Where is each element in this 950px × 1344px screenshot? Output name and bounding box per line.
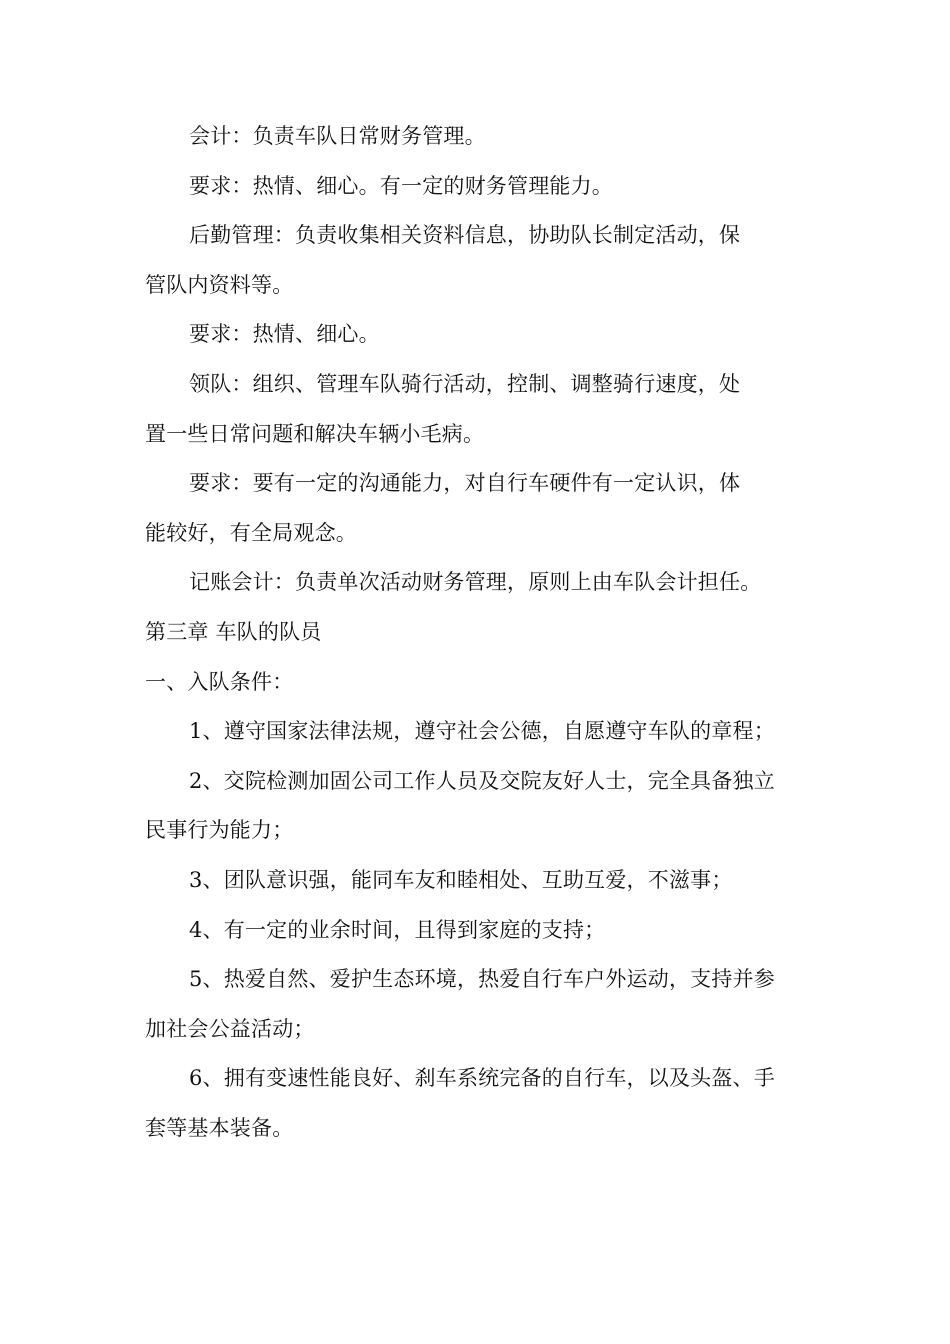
- list-item-line: 4、有一定的业余时间，且得到家庭的支持；: [189, 917, 606, 942]
- paragraph-line: 要求：热情、细心。有一定的财务管理能力。: [189, 173, 613, 198]
- paragraph-line: 置一些日常问题和解决车辆小毛病。: [145, 421, 485, 446]
- list-item-line: 民事行为能力；: [145, 818, 294, 843]
- chapter-heading: 第三章 车队的队员: [145, 619, 322, 644]
- paragraph-line: 后勤管理：负责收集相关资料信息，协助队长制定活动，保: [189, 223, 741, 248]
- paragraph-line: 领队：组织、管理车队骑行活动，控制、调整骑行速度，处: [189, 371, 741, 396]
- paragraph-line: 管队内资料等。: [145, 272, 294, 297]
- paragraph-line: 要求：热情、细心。: [189, 322, 380, 347]
- paragraph-line: 要求：要有一定的沟通能力，对自行车硬件有一定认识，体: [189, 471, 741, 496]
- paragraph-line: 记账会计：负责单次活动财务管理，原则上由车队会计担任。: [189, 570, 762, 595]
- paragraph-line: 会计：负责车队日常财务管理。: [189, 124, 486, 148]
- paragraph-line: 能较好，有全局观念。: [145, 520, 357, 545]
- section-heading: 一、入队条件：: [145, 669, 294, 694]
- document-body: [145, 116, 810, 1157]
- list-item-line: 1、遵守国家法律法规，遵守社会公德，自愿遵守车队的章程；: [189, 719, 775, 744]
- list-item-line: 5、热爱自然、爱护生态环境，热爱自行车户外运动，支持并参: [189, 967, 775, 992]
- list-item-line: 3、团队意识强，能同车友和睦相处、互助互爱，不滋事；: [189, 867, 733, 892]
- list-item-line: 套等基本装备。: [145, 1115, 294, 1140]
- list-item-line: 2、交院检测加固公司工作人员及交院友好人士，完全具备独立: [189, 768, 775, 793]
- list-item-line: 加社会公益活动；: [145, 1016, 315, 1041]
- list-item-line: 6、拥有变速性能良好、刹车系统完备的自行车，以及头盔、手: [189, 1066, 775, 1091]
